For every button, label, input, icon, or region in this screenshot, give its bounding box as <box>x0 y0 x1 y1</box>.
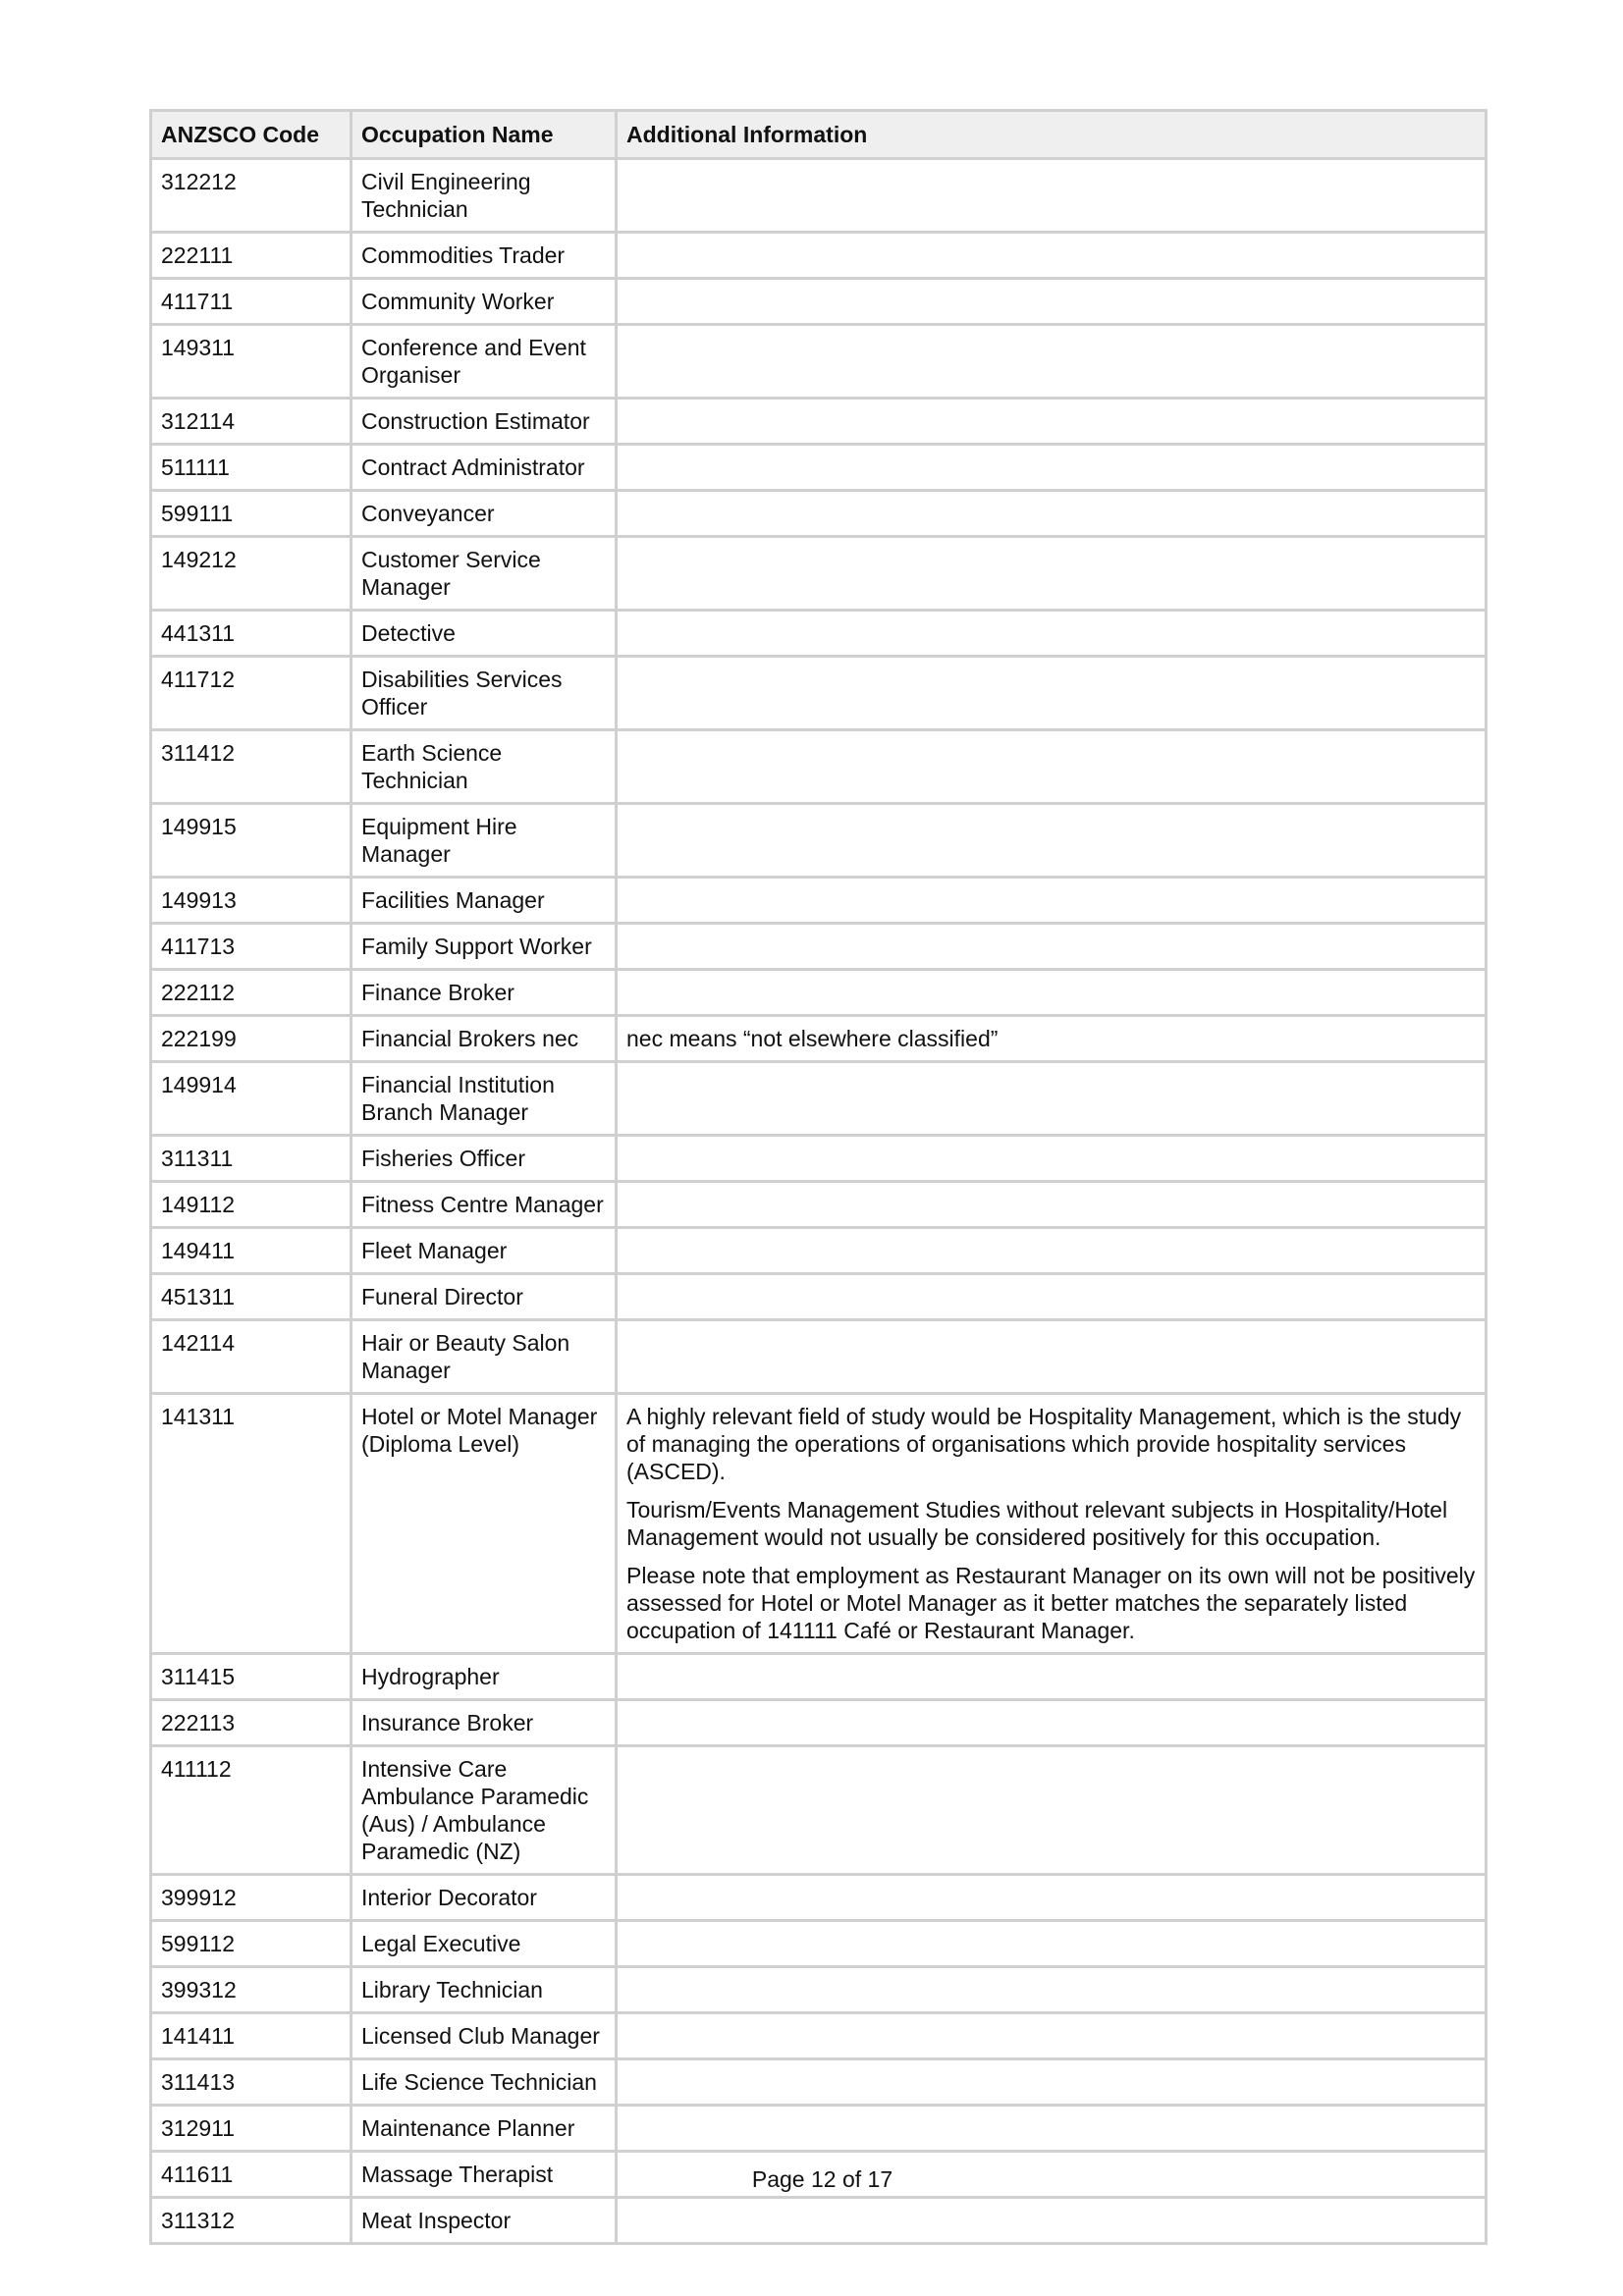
occupation-name-cell: Intensive Care Ambulance Paramedic (Aus) / Ambulance Paramedic (NZ) <box>352 1746 617 1875</box>
anzsco-code-cell: 149411 <box>151 1228 352 1274</box>
table-row <box>151 1182 1487 1228</box>
additional-information-cell <box>617 2106 1487 2152</box>
occupation-name-cell: Construction Estimator <box>352 399 617 445</box>
table-row <box>151 970 1487 1016</box>
anzsco-code-cell: 399912 <box>151 1875 352 1921</box>
table-row <box>151 657 1487 730</box>
anzsco-code-cell: 599112 <box>151 1921 352 1967</box>
anzsco-code-cell: 311413 <box>151 2059 352 2106</box>
table-row <box>151 804 1487 878</box>
additional-information-cell <box>617 537 1487 611</box>
table-row <box>151 1016 1487 1062</box>
information-paragraph: Tourism/Events Management Studies without relevant subjects in Hospitality/Hotel Management would not usually be considered positively for this occupation. <box>626 1497 1448 1550</box>
anzsco-code-cell: 511111 <box>151 445 352 491</box>
additional-information-cell <box>617 2013 1487 2059</box>
occupation-name-cell: Meat Inspector <box>352 2198 617 2244</box>
table-row <box>151 233 1487 279</box>
table-row <box>151 491 1487 537</box>
table-row <box>151 2013 1487 2059</box>
occupation-name-cell: Interior Decorator <box>352 1875 617 1921</box>
header-anzsco-code: ANZSCO Code <box>151 111 352 159</box>
additional-information-cell <box>617 657 1487 730</box>
anzsco-code-cell: 312911 <box>151 2106 352 2152</box>
anzsco-code-cell: 411112 <box>151 1746 352 1875</box>
occupation-name-cell: Detective <box>352 611 617 657</box>
additional-information-cell <box>617 1746 1487 1875</box>
occupation-name-cell: Conference and Event Organiser <box>352 325 617 399</box>
anzsco-code-cell: 222199 <box>151 1016 352 1062</box>
anzsco-code-cell: 311415 <box>151 1654 352 1700</box>
anzsco-code-cell: 451311 <box>151 1274 352 1320</box>
page-number: Page 12 of 17 <box>751 2166 893 2192</box>
additional-information-cell <box>617 878 1487 924</box>
anzsco-code-cell: 222111 <box>151 233 352 279</box>
additional-information-cell <box>617 1274 1487 1320</box>
anzsco-code-cell: 411712 <box>151 657 352 730</box>
anzsco-code-cell: 312114 <box>151 399 352 445</box>
additional-information-cell <box>617 1016 1487 1062</box>
additional-information-cell <box>617 1875 1487 1921</box>
occupation-name-cell: Massage Therapist <box>352 2152 617 2198</box>
occupation-name-cell: Maintenance Planner <box>352 2106 617 2152</box>
occupation-name-cell: Licensed Club Manager <box>352 2013 617 2059</box>
information-paragraph: Please note that employment as Restaurant Manager on its own will not be positively assessed for Hotel or Motel Manager as it better matches the separately listed occupation of 141111 Café or Restaurant Manager. <box>626 1563 1476 1643</box>
table-row <box>151 399 1487 445</box>
anzsco-code-cell: 411611 <box>151 2152 352 2198</box>
additional-information-cell <box>617 2059 1487 2106</box>
table-row <box>151 2106 1487 2152</box>
table-row <box>151 1394 1487 1654</box>
additional-information-cell <box>617 1320 1487 1394</box>
occupation-name-cell: Earth Science Technician <box>352 730 617 804</box>
anzsco-code-cell: 311412 <box>151 730 352 804</box>
table-row <box>151 1320 1487 1394</box>
anzsco-code-cell: 411713 <box>151 924 352 970</box>
table-row <box>151 924 1487 970</box>
table-row <box>151 611 1487 657</box>
anzsco-code-cell: 141411 <box>151 2013 352 2059</box>
occupation-name-cell: Customer Service Manager <box>352 537 617 611</box>
information-paragraph: nec means “not elsewhere classified” <box>626 1026 999 1051</box>
anzsco-code-cell: 149212 <box>151 537 352 611</box>
anzsco-code-cell: 311311 <box>151 1136 352 1182</box>
occupation-table <box>149 109 1488 2245</box>
additional-information-cell <box>617 491 1487 537</box>
occupation-name-cell: Legal Executive <box>352 1921 617 1967</box>
additional-information-cell <box>617 1700 1487 1746</box>
additional-information-cell <box>617 970 1487 1016</box>
anzsco-code-cell: 411711 <box>151 279 352 325</box>
occupation-name-cell: Disabilities Services Officer <box>352 657 617 730</box>
additional-information-cell <box>617 1062 1487 1136</box>
additional-information-cell <box>617 279 1487 325</box>
additional-information-cell <box>617 1228 1487 1274</box>
anzsco-code-cell: 311312 <box>151 2198 352 2244</box>
table-row <box>151 445 1487 491</box>
occupation-name-cell: Funeral Director <box>352 1274 617 1320</box>
additional-information-cell <box>617 1654 1487 1700</box>
table-row <box>151 2198 1487 2244</box>
occupation-name-cell: Finance Broker <box>352 970 617 1016</box>
anzsco-code-cell: 399312 <box>151 1967 352 2013</box>
occupation-name-cell: Fisheries Officer <box>352 1136 617 1182</box>
additional-information-cell <box>617 1182 1487 1228</box>
table-row <box>151 1062 1487 1136</box>
header-occupation-name: Occupation Name <box>352 111 617 159</box>
table-row <box>151 878 1487 924</box>
additional-information-cell <box>617 611 1487 657</box>
anzsco-code-cell: 141311 <box>151 1394 352 1654</box>
anzsco-code-cell: 312212 <box>151 159 352 233</box>
anzsco-code-cell: 222112 <box>151 970 352 1016</box>
anzsco-code-cell: 222113 <box>151 1700 352 1746</box>
table-row <box>151 1967 1487 2013</box>
additional-information-cell <box>617 159 1487 233</box>
anzsco-code-cell: 142114 <box>151 1320 352 1394</box>
information-paragraph: A highly relevant field of study would be Hospitality Management, which is the study of managing the operations of organisations which provide hospitality services (ASCED). <box>626 1404 1462 1484</box>
additional-information-cell <box>617 1136 1487 1182</box>
additional-information-cell <box>617 2198 1487 2244</box>
table-row <box>151 159 1487 233</box>
occupation-name-cell: Insurance Broker <box>352 1700 617 1746</box>
occupation-name-cell: Commodities Trader <box>352 233 617 279</box>
anzsco-code-cell: 599111 <box>151 491 352 537</box>
table-row <box>151 537 1487 611</box>
occupation-name-cell: Financial Brokers nec <box>352 1016 617 1062</box>
anzsco-code-cell: 149914 <box>151 1062 352 1136</box>
header-row <box>151 111 1487 159</box>
table-row <box>151 1875 1487 1921</box>
table-row <box>151 279 1487 325</box>
table-header <box>151 111 1487 159</box>
anzsco-code-cell: 149915 <box>151 804 352 878</box>
table-row <box>151 1274 1487 1320</box>
additional-information-cell <box>617 924 1487 970</box>
anzsco-code-cell: 149112 <box>151 1182 352 1228</box>
occupation-name-cell: Community Worker <box>352 279 617 325</box>
occupation-name-cell: Civil Engineering Technician <box>352 159 617 233</box>
table-body <box>151 159 1487 2244</box>
occupation-name-cell: Equipment Hire Manager <box>352 804 617 878</box>
table-row <box>151 730 1487 804</box>
occupation-name-cell: Contract Administrator <box>352 445 617 491</box>
anzsco-code-cell: 149311 <box>151 325 352 399</box>
table-row <box>151 1921 1487 1967</box>
table-row <box>151 1700 1487 1746</box>
occupation-name-cell: Life Science Technician <box>352 2059 617 2106</box>
additional-information-cell <box>617 325 1487 399</box>
occupation-name-cell: Fitness Centre Manager <box>352 1182 617 1228</box>
table-row <box>151 1136 1487 1182</box>
additional-information-cell <box>617 445 1487 491</box>
additional-information-cell <box>617 399 1487 445</box>
occupation-name-cell: Family Support Worker <box>352 924 617 970</box>
anzsco-code-cell: 149913 <box>151 878 352 924</box>
occupation-name-cell: Fleet Manager <box>352 1228 617 1274</box>
table-row <box>151 1228 1487 1274</box>
additional-information-cell <box>617 804 1487 878</box>
table-row <box>151 325 1487 399</box>
occupation-name-cell: Library Technician <box>352 1967 617 2013</box>
table-row <box>151 2059 1487 2106</box>
additional-information-cell <box>617 1921 1487 1967</box>
occupation-name-cell: Hydrographer <box>352 1654 617 1700</box>
header-additional-information: Additional Information <box>617 111 1487 159</box>
additional-information-cell <box>617 1394 1487 1654</box>
additional-information-cell <box>617 730 1487 804</box>
table-row <box>151 1654 1487 1700</box>
occupation-name-cell: Facilities Manager <box>352 878 617 924</box>
occupation-name-cell: Financial Institution Branch Manager <box>352 1062 617 1136</box>
occupation-name-cell: Hotel or Motel Manager (Diploma Level) <box>352 1394 617 1654</box>
anzsco-code-cell: 441311 <box>151 611 352 657</box>
table-row <box>151 1746 1487 1875</box>
occupation-name-cell: Conveyancer <box>352 491 617 537</box>
additional-information-cell <box>617 1967 1487 2013</box>
occupation-name-cell: Hair or Beauty Salon Manager <box>352 1320 617 1394</box>
additional-information-cell <box>617 233 1487 279</box>
